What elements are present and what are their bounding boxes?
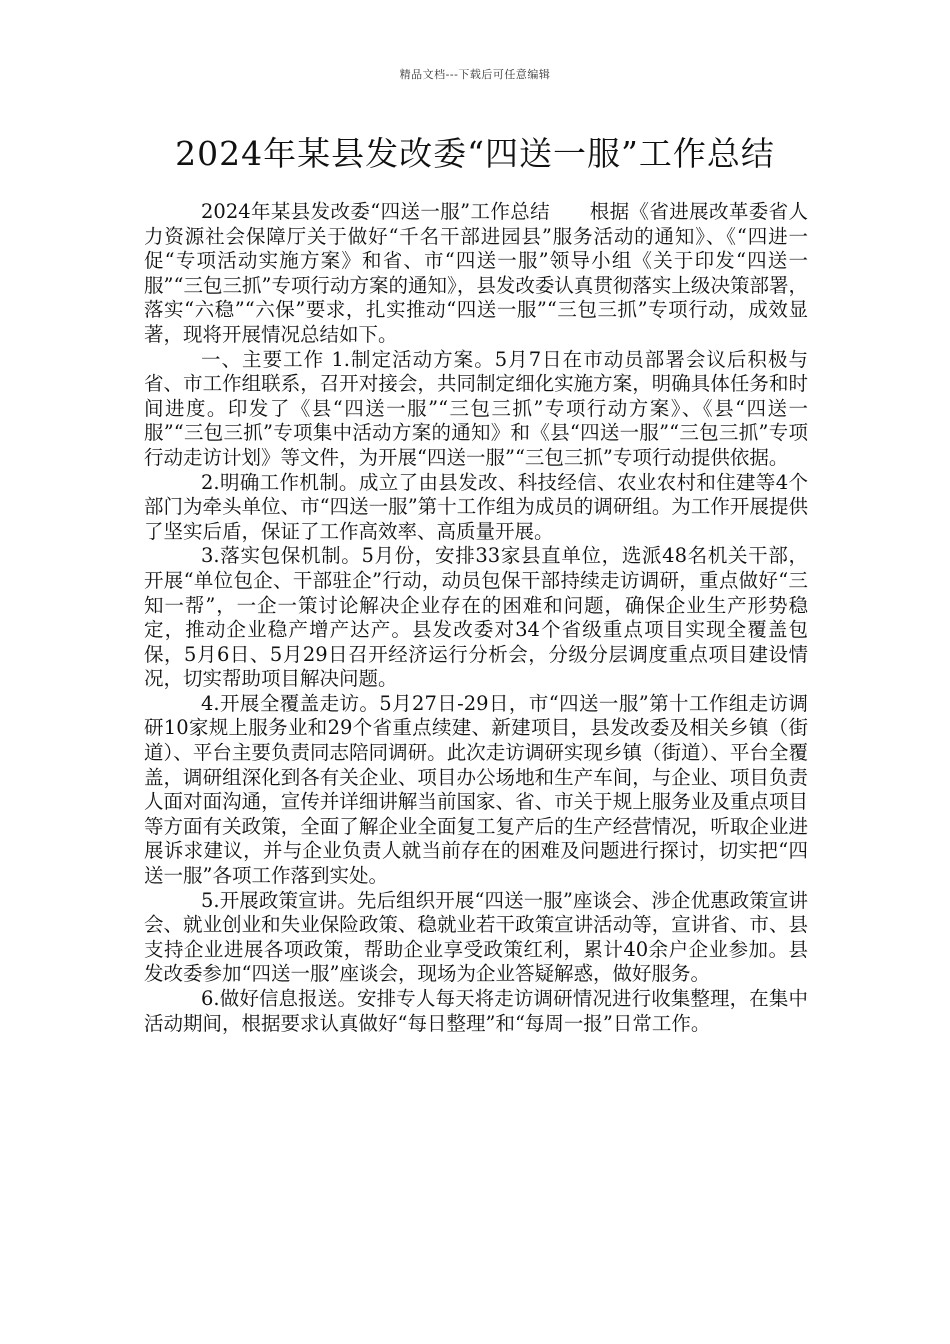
header-note: 精品文档---下载后可任意编辑	[399, 68, 551, 81]
paragraph-main-work-2: 2.明确工作机制。成立了由县发改、科技经信、农业农村和住建等4个部门为牵头单位、市“四送一服”第十工作组为成员的调研组。为工作开展提供了坚实后盾，保证了工作高效率、高质量开展。	[144, 470, 808, 543]
paragraph-main-work-3: 3.落实包保机制。5月份，安排33家县直单位，选派48名机关干部，开展“单位包企、干部驻企”行动，动员包保干部持续走访调研，重点做好“三知一帮”，一企一策讨论解决企业存在的困难和问题，确保企业生产形势稳定，推动企业稳产增产达产。县发改委对34个省级重点项目实现全覆盖包保，5月6日、5月29日召开经济运行分析会，分级分层调度重点项目建设情况，切实帮助项目解决问题。	[144, 544, 808, 691]
paragraph-main-work-6: 6.做好信息报送。安排专人每天将走访调研情况进行收集整理，在集中活动期间，根据要求认真做好“每日整理”和“每周一报”日常工作。	[144, 987, 808, 1035]
paragraph-main-work-5: 5.开展政策宣讲。先后组织开展“四送一服”座谈会、涉企优惠政策宣讲会、就业创业和失业保险政策、稳就业若干政策宣讲活动等，宣讲省、市、县支持企业进展各项政策，帮助企业享受政策红利，累计40余户企业参加。县发改委参加“四送一服”座谈会，现场为企业答疑解惑，做好服务。	[144, 888, 808, 986]
document-title: 2024年某县发改委“四送一服”工作总结	[175, 134, 775, 173]
paragraph-intro: 2024年某县发改委“四送一服”工作总结 根据《省进展改革委省人力资源社会保障厅关于做好“千名干部进园县”服务活动的通知》、《“四进一促“专项活动实施方案》和省、市“四送一服”领导小组《关于印发“四送一服”“三包三抓”专项行动方案的通知》，县发改委认真贯彻落实上级决策部署，落实“六稳”“六保”要求，扎实推动“四送一服”“三包三抓”专项行动，成效显著，现将开展情况总结如下。	[144, 200, 808, 346]
document-body	[144, 200, 808, 1036]
paragraph-main-work-1: 一、主要工作 1.制定活动方案。5月7日在市动员部署会议后积极与省、市工作组联系，召开对接会，共同制定细化实施方案，明确具体任务和时间进度。印发了《县“四送一服”“三包三抓”专项行动方案》、《县“四送一服”“三包三抓”专项集中活动方案的通知》和《县“四送一服”“三包三抓”专项行动走访计划》等文件，为开展“四送一服”“三包三抓”专项行动提供依据。	[144, 347, 808, 469]
paragraph-main-work-4: 4.开展全覆盖走访。5月27日-29日，市“四送一服”第十工作组走访调研10家规上服务业和29个省重点续建、新建项目，县发改委及相关乡镇（街道）、平台主要负责同志陪同调研。此次走访调研实现乡镇（街道）、平台全覆盖，调研组深化到各有关企业、项目办公场地和生产车间，与企业、项目负责人面对面沟通，宣传并详细讲解当前国家、省、市关于规上服务业及重点项目等方面有关政策，全面了解企业全面复工复产后的生产经营情况，听取企业进展诉求建议，并与企业负责人就当前存在的困难及问题进行探讨，切实把“四送一服”各项工作落到实处。	[144, 691, 808, 888]
